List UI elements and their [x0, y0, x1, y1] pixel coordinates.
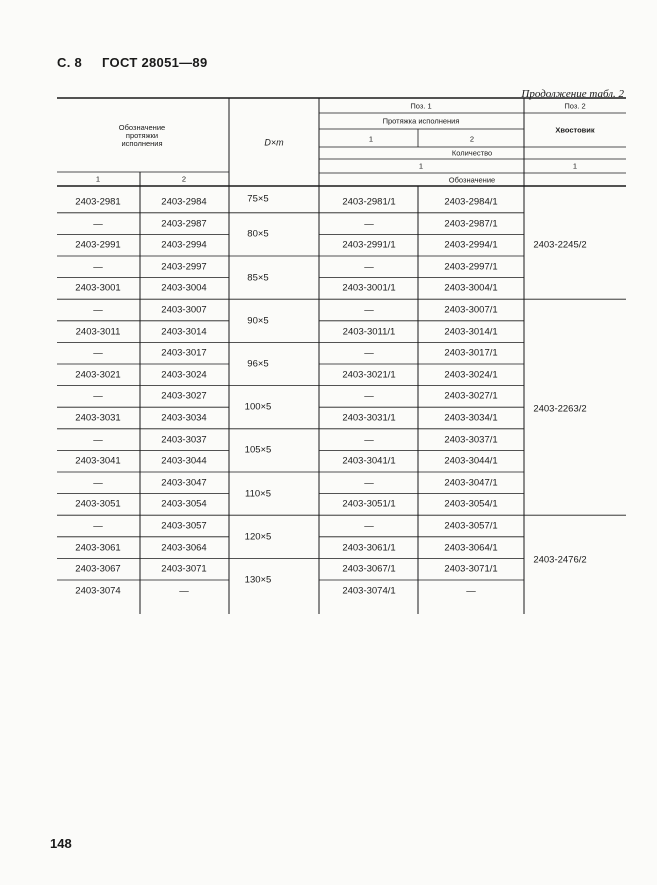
pos1-version-1-cell: 2403-3031/1 [342, 412, 396, 424]
quantity-pos2-value: 1 [572, 161, 578, 171]
size-cell: 105×5 [244, 444, 272, 456]
quantity-pos1-value: 1 [418, 161, 424, 171]
version-2-cell: 2403-2997 [161, 261, 207, 273]
pos1-version-1-cell: — [364, 390, 374, 402]
version-1-cell: — [93, 261, 103, 273]
pos1-version-1-cell: 2403-3067/1 [342, 563, 396, 575]
pos1-version-2-cell: 2403-3071/1 [444, 563, 498, 575]
version-1-cell: 2403-3011 [75, 325, 121, 337]
version-2-cell: 2403-3017 [161, 347, 207, 359]
col-pos2-header: Поз. 2 [564, 101, 586, 111]
version-2-cell: 2403-3064 [161, 541, 207, 553]
broach-version-1-header: 1 [368, 134, 374, 144]
col-version-1-header: 1 [95, 174, 101, 184]
pos1-version-2-cell: 2403-3024/1 [444, 369, 498, 381]
version-1-cell: 2403-3001 [75, 282, 121, 294]
page-number-header: С. 8 [57, 55, 83, 70]
pos1-version-2-cell: 2403-3014/1 [444, 325, 498, 337]
version-1-cell: 2403-3067 [75, 563, 121, 575]
version-1-cell: 2403-3061 [75, 541, 121, 553]
shank-header: Хвостовик [555, 125, 595, 135]
pos1-version-1-cell: — [364, 433, 374, 445]
pos1-version-2-cell: 2403-2987/1 [444, 217, 498, 229]
designation-short-header: Обозначение [448, 175, 496, 185]
col-designation-header: Обозначение протяжки исполнения [118, 123, 166, 148]
version-2-cell: 2403-3014 [161, 325, 207, 337]
version-2-cell: 2403-3024 [161, 369, 207, 381]
shank-cell: 2403-2245/2 [533, 238, 587, 250]
pos1-version-2-cell: 2403-3027/1 [444, 390, 498, 402]
pos1-version-2-cell: 2403-3017/1 [444, 347, 498, 359]
pos1-version-1-cell: 2403-3061/1 [342, 541, 396, 553]
version-1-cell: — [93, 433, 103, 445]
page-number: 148 [50, 836, 72, 851]
version-1-cell: — [93, 347, 103, 359]
pos1-version-2-cell: 2403-3057/1 [444, 520, 498, 532]
version-1-cell: 2403-3021 [75, 369, 121, 381]
pos1-version-2-cell: 2403-3037/1 [444, 433, 498, 445]
version-2-cell: 2403-3054 [161, 498, 207, 510]
pos1-version-1-cell: — [364, 477, 374, 489]
col-version-2-header: 2 [181, 174, 187, 184]
version-1-cell: — [93, 304, 103, 316]
pos1-version-1-cell: — [364, 520, 374, 532]
quantity-header: Количество [451, 148, 493, 158]
size-cell: 80×5 [247, 228, 269, 240]
pos1-version-1-cell: 2403-2991/1 [342, 239, 396, 251]
version-1-cell: — [93, 390, 103, 402]
pos1-version-2-cell: 2403-3044/1 [444, 455, 498, 467]
pos1-version-2-cell: 2403-3034/1 [444, 412, 498, 424]
pos1-version-2-cell: 2403-3047/1 [444, 477, 498, 489]
version-2-cell: 2403-2984 [161, 196, 207, 208]
version-2-cell: 2403-3004 [161, 282, 207, 294]
version-1-cell: 2403-3031 [75, 412, 121, 424]
version-2-cell: 2403-3037 [161, 433, 207, 445]
version-1-cell: — [93, 217, 103, 229]
size-cell: 85×5 [247, 271, 269, 283]
pos1-version-2-cell: 2403-3007/1 [444, 304, 498, 316]
version-2-cell: 2403-3027 [161, 390, 207, 402]
pos1-version-1-cell: — [364, 347, 374, 359]
pos1-version-1-cell: 2403-3011/1 [342, 325, 396, 337]
col-pos1-header: Поз. 1 [410, 101, 432, 111]
size-cell: 110×5 [245, 487, 271, 499]
version-1-cell: 2403-3074 [75, 585, 121, 597]
table-continuation-label: Продолжение табл. 2 [521, 88, 624, 100]
version-2-cell: 2403-2987 [161, 217, 207, 229]
pos1-version-1-cell: — [364, 304, 374, 316]
version-2-cell: 2403-3057 [161, 520, 207, 532]
size-cell: 100×5 [244, 401, 272, 413]
broach-versions-header: Протяжка исполнения [382, 116, 460, 126]
pos1-version-1-cell: 2403-2981/1 [342, 196, 396, 208]
size-cell: 75×5 [247, 193, 269, 205]
version-2-cell: 2403-3044 [161, 455, 207, 467]
pos1-version-1-cell: 2403-3021/1 [342, 369, 396, 381]
pos1-version-2-cell: 2403-2984/1 [444, 196, 498, 208]
version-2-cell: 2403-3034 [161, 412, 207, 424]
pos1-version-2-cell: 2403-2997/1 [444, 261, 498, 273]
size-cell: 130×5 [244, 574, 272, 586]
shank-cell: 2403-2476/2 [533, 554, 587, 566]
pos1-version-2-cell: 2403-2994/1 [444, 239, 498, 251]
pos1-version-1-cell: 2403-3001/1 [342, 282, 396, 294]
version-1-cell: 2403-2981 [75, 196, 121, 208]
version-2-cell: 2403-3007 [161, 304, 207, 316]
pos1-version-2-cell: 2403-3054/1 [444, 498, 498, 510]
version-2-cell: 2403-3047 [161, 477, 207, 489]
broach-version-2-header: 2 [469, 134, 475, 144]
standard-code: ГОСТ 28051—89 [102, 55, 208, 70]
pos1-version-1-cell: 2403-3041/1 [342, 455, 396, 467]
pos1-version-1-cell: — [364, 261, 374, 273]
col-dxm-header: D×m [264, 137, 284, 148]
version-1-cell: 2403-3041 [75, 455, 121, 467]
version-2-cell: 2403-3071 [161, 563, 207, 575]
version-1-cell: 2403-2991 [75, 239, 121, 251]
size-cell: 96×5 [247, 358, 269, 370]
pos1-version-1-cell: 2403-3074/1 [342, 585, 396, 597]
size-cell: 120×5 [244, 531, 272, 543]
pos1-version-2-cell: 2403-3004/1 [444, 282, 498, 294]
pos1-version-1-cell: — [364, 217, 374, 229]
size-cell: 90×5 [247, 315, 269, 327]
version-1-cell: — [93, 477, 103, 489]
pos1-version-2-cell: 2403-3064/1 [444, 541, 498, 553]
pos1-version-2-cell: — [466, 585, 476, 597]
version-2-cell: — [179, 585, 189, 597]
version-1-cell: — [93, 520, 103, 532]
pos1-version-1-cell: 2403-3051/1 [342, 498, 396, 510]
version-2-cell: 2403-2994 [161, 239, 207, 251]
shank-cell: 2403-2263/2 [533, 403, 587, 415]
version-1-cell: 2403-3051 [75, 498, 121, 510]
